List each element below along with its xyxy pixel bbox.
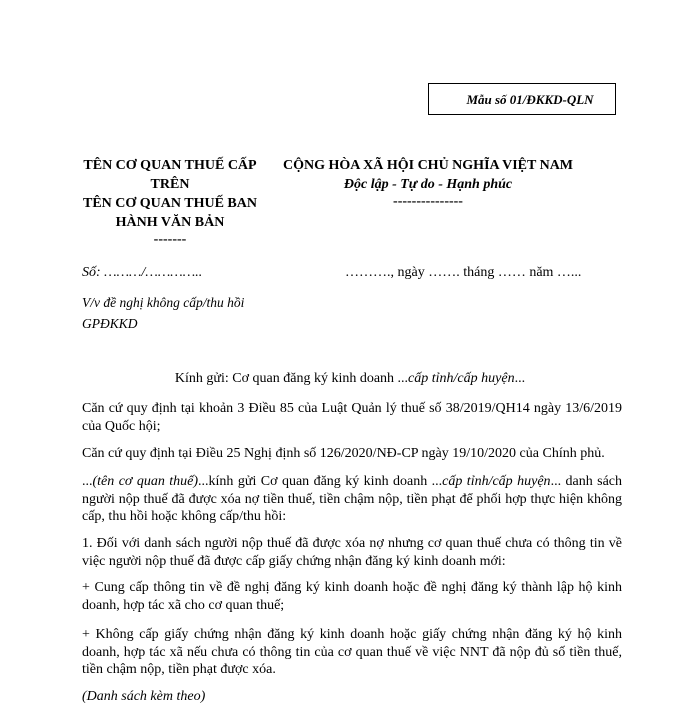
recipient-suffix: ... (514, 371, 526, 386)
registration-level-placeholder: cấp tỉnh/cấp huyện (442, 474, 551, 489)
attachment-note: (Danh sách kèm theo) (82, 689, 206, 704)
document-subject: V/v đề nghị không cấp/thu hồi GPĐKKD (82, 295, 245, 331)
tax-agency-placeholder: (tên cơ quan thuế) (92, 474, 199, 489)
national-motto: Độc lập - Tự do - Hạnh phúc (343, 177, 513, 192)
document-date: ………., ngày ……. tháng …… năm …... (345, 265, 582, 280)
legal-basis-2: Căn cứ quy định tại Điều 25 Nghị định số 126/2020/NĐ-CP ngày 19/10/2020 của Chính phủ. (82, 446, 605, 461)
request-middle: ...kính gửi Cơ quan đăng ký kinh doanh ... (198, 474, 443, 489)
issuing-agency-name: TÊN CƠ QUAN THUẾ BAN HÀNH VĂN BẢN (83, 196, 257, 230)
agency-divider: ------- (153, 232, 187, 247)
item-1-paragraph: 1. Đối với danh sách người nộp thuế đã được xóa nợ nhưng cơ quan thuế chưa có thông tin về việc người nộp thuế đã được cấp giấy chứng nhận đăng ký kinh doanh mới: (82, 536, 622, 569)
form-code-box: Mẫu số 01/ĐKKD-QLN (428, 83, 616, 115)
national-header (283, 156, 573, 210)
legal-basis-1: Căn cứ quy định tại khoản 3 Điều 85 của Luật Quản lý thuế số 38/2019/QH14 ngày 13/6/2019 của Quốc hội; (82, 401, 622, 434)
motto-divider: --------------- (393, 194, 463, 209)
bullet-do-not-issue: + Không cấp giấy chứng nhận đăng ký kinh doanh hoặc giấy chứng nhận đăng ký hộ kinh doanh, hợp tác xã nếu chưa có thông tin của cơ quan thuế về việc NNT đã nộp đủ số tiền thuế, tiền chậm nộp, tiền phạt được xóa. (82, 627, 622, 677)
bullet-provide-info: + Cung cấp thông tin về đề nghị đăng ký kinh doanh hoặc đề nghị đăng ký thành lập hộ kinh doanh, hợp tác xã cho cơ quan thuế; (82, 580, 622, 613)
superior-agency-name: TÊN CƠ QUAN THUẾ CẤP TRÊN (83, 158, 257, 192)
request-tail: ... danh sách người nộp thuế đã được xóa nợ tiền thuế, tiền chậm nộp, tiền phạt để phối hợp thực hiện không cấp, thu hồi hoặc không cấp/thu hồi: (82, 474, 623, 524)
request-paragraph (82, 473, 622, 526)
document-number: Số: ………/………….. (82, 265, 203, 280)
recipient-prefix: Kính gửi: Cơ quan đăng ký kinh doanh ... (174, 371, 409, 386)
recipient-line (0, 371, 700, 387)
request-lead: ... (82, 474, 93, 489)
agency-header (70, 156, 270, 248)
recipient-level: cấp tỉnh/cấp huyện (408, 371, 515, 386)
national-title: CỘNG HÒA XÃ HỘI CHỦ NGHĨA VIỆT NAM (283, 158, 574, 173)
